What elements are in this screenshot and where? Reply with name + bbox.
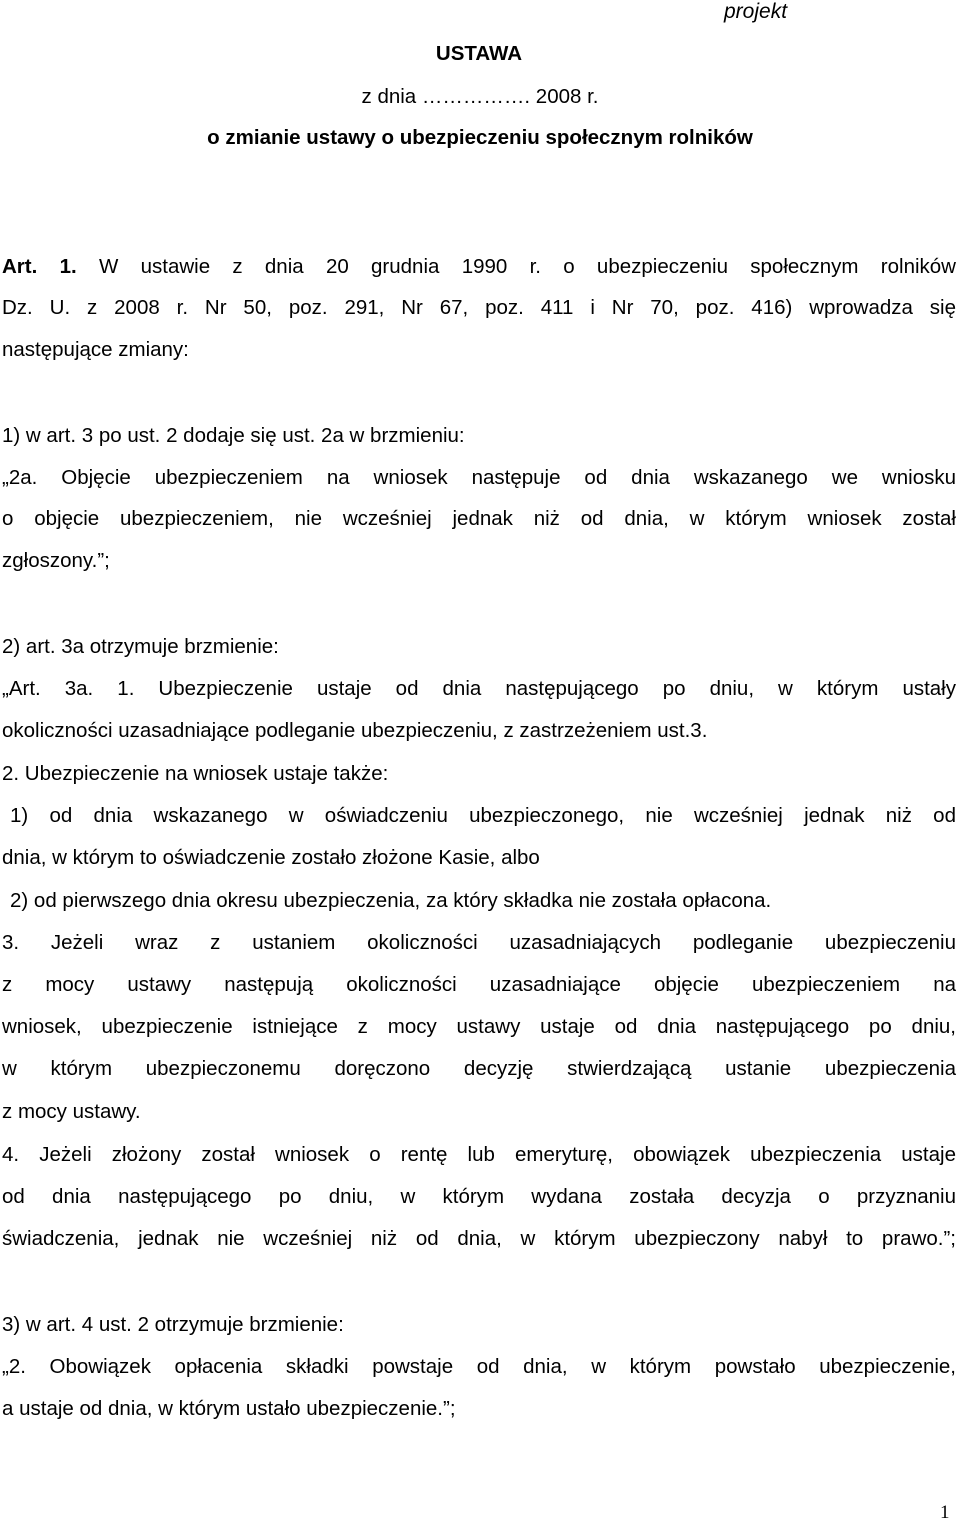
art1-intro-line2: Dz. U. z 2008 r. Nr 50, poz. 291, Nr 67, poz. 411 i Nr 70, poz. 416) wprowadza się [2,296,956,319]
change1-line3: zgłoszony.”; [2,549,110,572]
change2-p3-line1: 3. Jeżeli wraz z ustaniem okoliczności uzasadniających podleganie ubezpieczeniu [2,931,956,954]
act-date: z dnia ……………. 2008 r. [361,85,599,108]
change1-line1: „2a. Objęcie ubezpieczeniem na wniosek następuje od dnia wskazanego we wniosku [2,466,956,489]
change2-p2: 2. Ubezpieczenie na wniosek ustaje także: [2,762,389,785]
page-number: 1 [940,1502,950,1523]
act-type: USTAWA [435,42,523,65]
change3-line1: „2. Obowiązek opłacenia składki powstaje od dnia, w którym powstało ubezpieczenie, [2,1355,956,1378]
change2-p2-item1-line1: 1) od dnia wskazanego w oświadczeniu ubezpieczonego, nie wcześniej jednak niż od [10,804,956,827]
change2-p1-line2: okoliczności uzasadniające podleganie ubezpieczeniu, z zastrzeżeniem ust.3. [2,719,708,742]
art1-intro-line3: następujące zmiany: [2,338,189,361]
change3-line2: a ustaje od dnia, w którym ustało ubezpieczenie.”; [2,1397,456,1420]
change2-p3-line5: z mocy ustawy. [2,1100,141,1123]
change2-p1-line1: „Art. 3a. 1. Ubezpieczenie ustaje od dnia następującego po dniu, w którym ustały [2,677,956,700]
change1-line2: o objęcie ubezpieczeniem, nie wcześniej jednak niż od dnia, w którym wniosek został [2,507,956,530]
change2-p4-line3: świadczenia, jednak nie wcześniej niż od dnia, w którym ubezpieczony nabył to prawo.”; [2,1227,956,1250]
change3-heading: 3) w art. 4 ust. 2 otrzymuje brzmienie: [2,1313,344,1336]
change2-p2-item1-line2: dnia, w którym to oświadczenie zostało złożone Kasie, albo [2,846,540,869]
change2-p2-item2: 2) od pierwszego dnia okresu ubezpieczenia, za który składka nie została opłacona. [10,889,772,912]
art1-intro-line1: Art. 1. W ustawie z dnia 20 grudnia 1990 r. o ubezpieczeniu społecznym rolników [2,255,956,278]
change1-heading: 1) w art. 3 po ust. 2 dodaje się ust. 2a w brzmieniu: [2,424,465,447]
art1-label: Art. 1. [2,255,77,278]
draft-label: projekt [724,0,788,23]
change2-p3-line4: w którym ubezpieczonemu doręczono decyzję stwierdzającą ustanie ubezpieczenia [2,1057,956,1080]
change2-p3-line3: wniosek, ubezpieczenie istniejące z mocy ustawy ustaje od dnia następującego po dniu, [2,1015,956,1038]
change2-p3-line2: z mocy ustawy następują okoliczności uzasadniające objęcie ubezpieczeniem na [2,973,956,996]
change2-heading: 2) art. 3a otrzymuje brzmienie: [2,635,279,658]
change2-p4-line1: 4. Jeżeli złożony został wniosek o rentę lub emeryturę, obowiązek ubezpieczenia ustaje [2,1143,956,1166]
change2-p4-line2: od dnia następującego po dniu, w którym wydana została decyzja o przyznaniu [2,1185,956,1208]
act-title: o zmianie ustawy o ubezpieczeniu społecznym rolników [207,126,753,149]
